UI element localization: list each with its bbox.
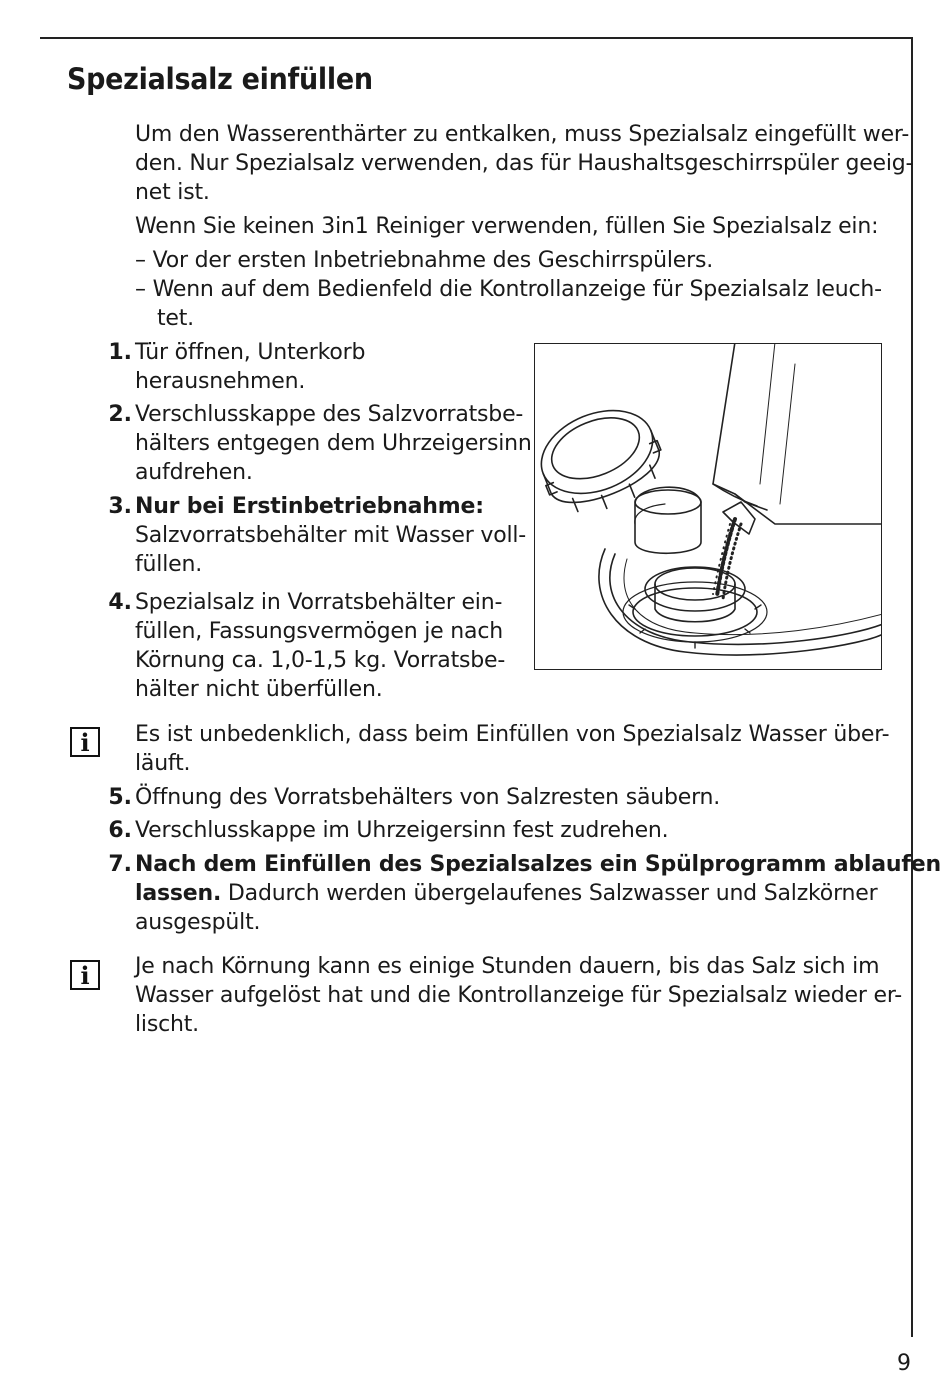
note-1-line-2: läuft. xyxy=(135,751,191,776)
step-1-line-1: Tür öffnen, Unterkorb xyxy=(135,340,366,365)
step-4-line-1: Spezialsalz in Vorratsbehälter ein- xyxy=(135,590,503,615)
step-6-number: 6. xyxy=(108,818,132,843)
intro-line-3: net ist. xyxy=(135,180,210,205)
dash-item-2-cont: tet. xyxy=(157,306,194,331)
step-4-line-3: Körnung ca. 1,0-1,5 kg. Vorratsbe- xyxy=(135,648,506,673)
step-7-line-2 xyxy=(135,879,877,908)
info-icon: i xyxy=(70,960,100,990)
step-7-line-3: ausgespült. xyxy=(135,910,261,935)
note-2-line-2: Wasser aufgelöst hat und die Kontrollanzeige für Spezialsalz wieder er- xyxy=(135,983,902,1008)
step-2-line-1: Verschlusskappe des Salzvorratsbe- xyxy=(135,402,524,427)
note-1-line-1: Es ist unbedenklich, dass beim Einfüllen von Spezialsalz Wasser über- xyxy=(135,722,890,747)
step-3-line-3: füllen. xyxy=(135,552,202,577)
step-3-line-1: Nur bei Erstinbetriebnahme: xyxy=(135,494,484,519)
page-title: Spezialsalz einfüllen xyxy=(67,62,373,96)
step-7-line-1: Nach dem Einfüllen des Spezialsalzes ein Spülprogramm ablaufen xyxy=(135,852,941,877)
intro-line-1: Um den Wasserenthärter zu entkalken, muss Spezialsalz eingefüllt wer- xyxy=(135,122,910,147)
salt-container-illustration xyxy=(534,343,882,670)
step-5-number: 5. xyxy=(108,785,132,810)
note-2-line-1: Je nach Körnung kann es einige Stunden dauern, bis das Salz sich im xyxy=(135,954,880,979)
dash-item-1: – Vor der ersten Inbetriebnahme des Geschirrspülers. xyxy=(135,248,714,273)
top-rule xyxy=(40,37,913,39)
note-2-line-3: lischt. xyxy=(135,1012,199,1037)
dash-item-2: – Wenn auf dem Bedienfeld die Kontrollanzeige für Spezialsalz leuch- xyxy=(135,277,882,302)
step-4-line-4: hälter nicht überfüllen. xyxy=(135,677,383,702)
step-3-line-2: Salzvorratsbehälter mit Wasser voll- xyxy=(135,523,527,548)
step-1-number: 1. xyxy=(108,340,132,365)
step-7-line-2-rest: Dadurch werden übergelaufenes Salzwasser und Salzkörner xyxy=(221,881,878,906)
step-7-number: 7. xyxy=(108,852,132,877)
step-2-number: 2. xyxy=(108,402,132,427)
step-6-line-1: Verschlusskappe im Uhrzeigersinn fest zudrehen. xyxy=(135,818,669,843)
step-4-number: 4. xyxy=(108,590,132,615)
info-icon: i xyxy=(70,727,100,757)
intro-line-4: Wenn Sie keinen 3in1 Reiniger verwenden, füllen Sie Spezialsalz ein: xyxy=(135,214,879,239)
salt-refill-drawing xyxy=(535,344,881,669)
step-7-line-2-bold: lassen. xyxy=(135,881,222,906)
step-2-line-2: hälters entgegen dem Uhrzeigersinn xyxy=(135,431,532,456)
step-3-number: 3. xyxy=(108,494,132,519)
step-1-line-2: herausnehmen. xyxy=(135,369,306,394)
step-2-line-3: aufdrehen. xyxy=(135,460,253,485)
step-5-line-1: Öffnung des Vorratsbehälters von Salzresten säubern. xyxy=(135,785,721,810)
right-rule xyxy=(911,37,913,1337)
step-4-line-2: füllen, Fassungsvermögen je nach xyxy=(135,619,503,644)
intro-line-2: den. Nur Spezialsalz verwenden, das für Haushaltsgeschirrspüler geeig- xyxy=(135,151,914,176)
page-number: 9 xyxy=(897,1351,911,1376)
